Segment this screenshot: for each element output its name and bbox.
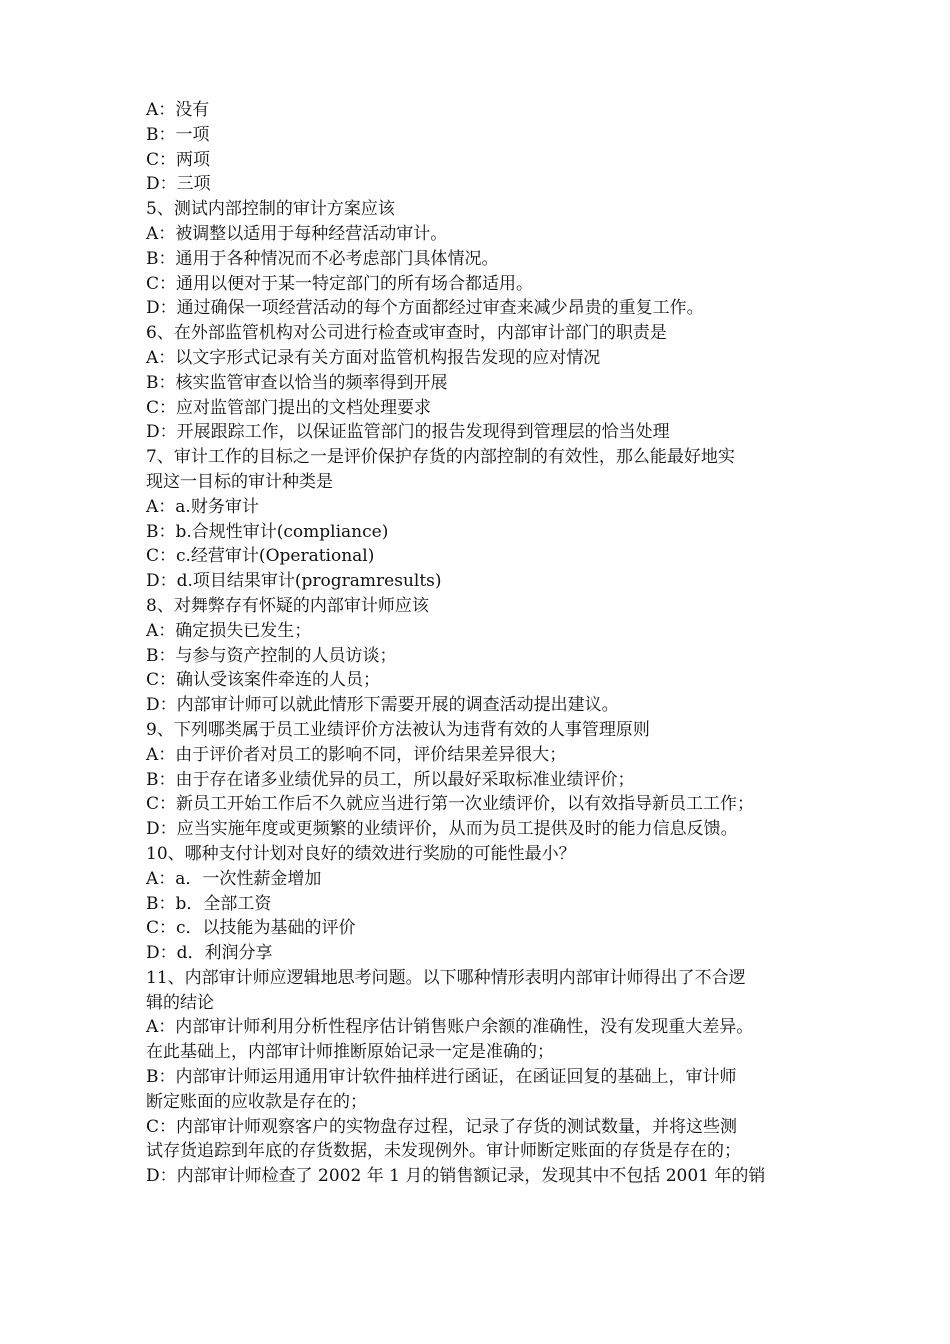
text-line: A：内部审计师利用分析性程序估计销售账户余额的准确性，没有发现重大差异。 — [146, 1017, 754, 1038]
text-line: 9、下列哪类属于员工业绩评价方法被认为违背有效的人事管理原则 — [146, 719, 650, 740]
text-line: B：核实监管审查以恰当的频率得到开展 — [146, 372, 448, 393]
text-line: 10、哪种支付计划对良好的绩效进行奖励的可能性最小？ — [146, 843, 576, 864]
text-line: C：c.经营审计(Operational) — [146, 546, 375, 567]
text-line: 现这一目标的审计种类是 — [146, 471, 333, 492]
text-line: D：内部审计师检查了 2002 年 1 月的销售额记录，发现其中不包括 2001 年的销 — [146, 1166, 766, 1187]
text-line: D：d．利润分享 — [146, 943, 273, 964]
text-line: 11、内部审计师应逻辑地思考问题。以下哪种情形表明内部审计师得出了不合逻 — [146, 967, 746, 988]
text-line: 在此基础上，内部审计师推断原始记录一定是准确的； — [146, 1042, 554, 1063]
text-line: B：与参与资产控制的人员访谈； — [146, 645, 397, 666]
text-line: A：被调整以适用于每种经营活动审计。 — [146, 223, 448, 244]
text-line: C：两项 — [146, 149, 211, 170]
text-line: C：新员工开始工作后不久就应当进行第一次业绩评价，以有效指导新员工工作； — [146, 794, 755, 815]
text-line: 5、测试内部控制的审计方案应该 — [146, 199, 395, 220]
text-line: B：一项 — [146, 124, 210, 145]
text-line: A：以文字形式记录有关方面对监管机构报告发现的应对情况 — [146, 347, 601, 368]
text-line: C：应对监管部门提出的文档处理要求 — [146, 397, 432, 418]
text-line: D：开展跟踪工作，以保证监管部门的报告发现得到管理层的恰当处理 — [146, 422, 670, 443]
text-line: B：b．全部工资 — [146, 893, 272, 914]
text-line: A：没有 — [146, 100, 210, 120]
text-line: 断定账面的应收款是存在的； — [146, 1091, 367, 1112]
text-line: B：通用于各种情况而不必考虑部门具体情况。 — [146, 248, 499, 269]
text-line: 7、审计工作的目标之一是评价保护存货的内部控制的有效性，那么能最好地实 — [146, 447, 735, 468]
text-line: A：a.财务审计 — [146, 496, 259, 517]
text-line: A：由于评价者对员工的影响不同，评价结果差异很大； — [146, 744, 567, 765]
text-line: B：由于存在诸多业绩优异的员工，所以最好采取标准业绩评价； — [146, 769, 635, 790]
text-line: C：内部审计师观察客户的实物盘存过程，记录了存货的测试数量，并将这些测 — [146, 1116, 738, 1137]
text-line: B：b.合规性审计(compliance) — [146, 521, 389, 542]
text-line: 6、在外部监管机构对公司进行检查或审查时，内部审计部门的职责是 — [146, 323, 667, 344]
text-line: 辑的结论 — [146, 992, 214, 1013]
text-line: C：确认受该案件牵连的人员； — [146, 670, 381, 691]
text-line: A：a．一次性薪金增加 — [146, 868, 322, 889]
text-line: A：确定损失已发生； — [146, 620, 312, 641]
text-line: D：通过确保一项经营活动的每个方面都经过审查来减少昂贵的重复工作。 — [146, 298, 704, 319]
text-line: D：内部审计师可以就此情形下需要开展的调查活动提出建议。 — [146, 695, 619, 716]
text-line: C：通用以便对于某一特定部门的所有场合都适用。 — [146, 273, 534, 294]
document-body — [146, 98, 808, 1189]
text-line: 8、对舞弊存有怀疑的内部审计师应该 — [146, 595, 429, 616]
text-line: D：三项 — [146, 174, 211, 195]
text-line: B：内部审计师运用通用审计软件抽样进行函证，在函证回复的基础上，审计师 — [146, 1067, 737, 1088]
text-line: D：应当实施年度或更频繁的业绩评价，从而为员工提供及时的能力信息反馈。 — [146, 819, 738, 840]
text-line: C：c．以技能为基础的评价 — [146, 918, 356, 939]
text-line: 试存货追踪到年底的存货数据，未发现例外。审计师断定账面的存货是存在的； — [146, 1141, 741, 1162]
text-line: D：d.项目结果审计(programresults) — [146, 571, 442, 592]
